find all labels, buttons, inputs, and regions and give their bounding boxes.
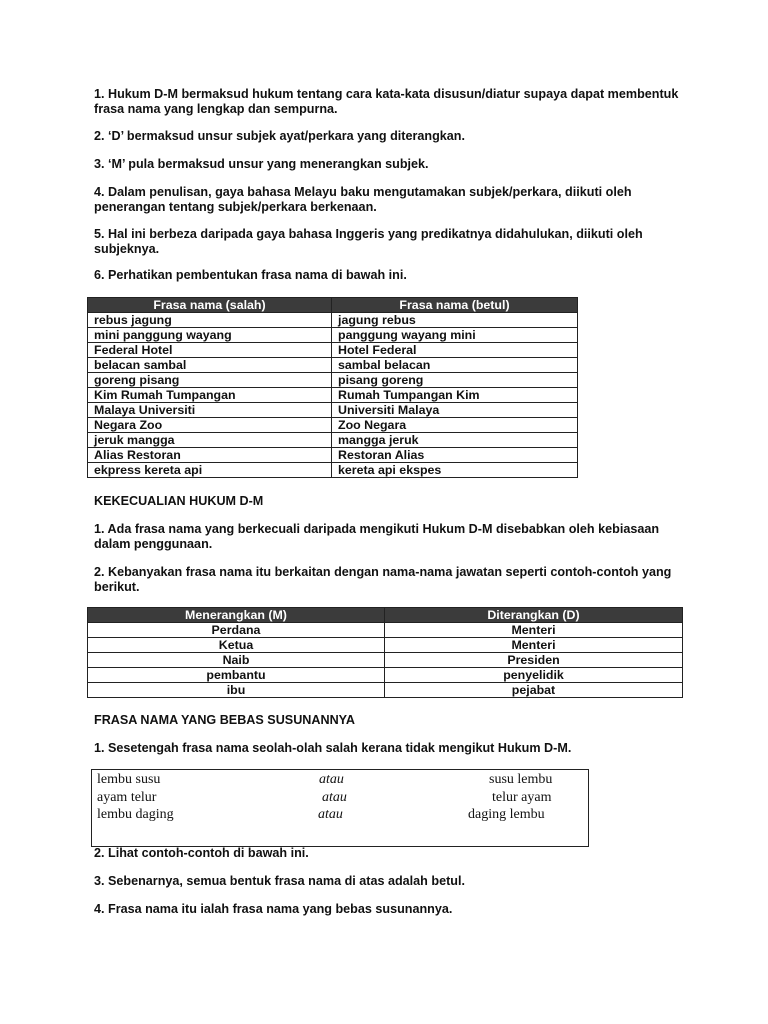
- table-row: [88, 328, 578, 343]
- table-row: [88, 668, 683, 683]
- column-header: Menerangkan (M): [88, 608, 385, 623]
- intro-point-6: 6. Perhatikan pembentukan frasa nama di bawah ini.: [94, 268, 407, 282]
- table-cell: Kim Rumah Tumpangan: [88, 388, 332, 403]
- table-cell: Rumah Tumpangan Kim: [332, 388, 578, 403]
- table-cell: Naib: [88, 653, 385, 668]
- example-left: ayam telur: [97, 790, 157, 805]
- table-row: [88, 653, 683, 668]
- table-cell: kereta api ekspes: [332, 463, 578, 478]
- table-cell: Ketua: [88, 638, 385, 653]
- intro-point-1: 1. Hukum D-M bermaksud hukum tentang cara kata-kata disusun/diatur supaya dapat membentuk frasa nama yang lengkap dan sempurna.: [94, 87, 679, 116]
- table-cell: pembantu: [88, 668, 385, 683]
- table-cell: Hotel Federal: [332, 343, 578, 358]
- table-row: [88, 433, 578, 448]
- intro-point-2: 2. ‘D’ bermaksud unsur subjek ayat/perkara yang diterangkan.: [94, 129, 465, 143]
- table-row: [88, 463, 578, 478]
- column-header: Diterangkan (D): [385, 608, 683, 623]
- table-row: [88, 638, 683, 653]
- bebas-point-2: 2. Lihat contoh-contoh di bawah ini.: [94, 846, 309, 860]
- table-header-row: [88, 298, 578, 313]
- intro-point-5: 5. Hal ini berbeza daripada gaya bahasa Inggeris yang predikatnya didahulukan, diikuti oleh subjeknya.: [94, 227, 643, 256]
- table-cell: belacan sambal: [88, 358, 332, 373]
- table-cell: Malaya Universiti: [88, 403, 332, 418]
- table-header-row: [88, 608, 683, 623]
- example-row: [92, 789, 588, 807]
- bebas-point-1: 1. Sesetengah frasa nama seolah-olah salah kerana tidak mengikut Hukum D-M.: [94, 741, 572, 755]
- table-cell: Menteri: [385, 638, 683, 653]
- table-cell: pisang goreng: [332, 373, 578, 388]
- frasa-nama-table: [87, 297, 578, 478]
- table-row: [88, 388, 578, 403]
- example-left: lembu daging: [97, 807, 174, 822]
- example-connector: atau: [318, 807, 343, 822]
- column-header: Frasa nama (betul): [332, 298, 578, 313]
- table-row: [88, 418, 578, 433]
- table-cell: pejabat: [385, 683, 683, 698]
- kekecualian-point-1: 1. Ada frasa nama yang berkecuali daripada mengikuti Hukum D-M disebabkan oleh kebiasaan dalam penggunaan.: [94, 522, 660, 551]
- table-cell: Restoran Alias: [332, 448, 578, 463]
- example-right: daging lembu: [468, 807, 545, 822]
- table-cell: ibu: [88, 683, 385, 698]
- example-left: lembu susu: [97, 772, 161, 787]
- table-row: [88, 683, 683, 698]
- table-cell: penyelidik: [385, 668, 683, 683]
- bebas-point-3: 3. Sebenarnya, semua bentuk frasa nama di atas adalah betul.: [94, 874, 465, 888]
- table-row: [88, 313, 578, 328]
- table-row: [88, 623, 683, 638]
- table-cell: sambal belacan: [332, 358, 578, 373]
- table-cell: ekpress kereta api: [88, 463, 332, 478]
- table-cell: rebus jagung: [88, 313, 332, 328]
- bebas-point-4: 4. Frasa nama itu ialah frasa nama yang bebas susunannya.: [94, 902, 453, 916]
- table-cell: Federal Hotel: [88, 343, 332, 358]
- column-header: Frasa nama (salah): [88, 298, 332, 313]
- table-cell: Alias Restoran: [88, 448, 332, 463]
- example-connector: atau: [322, 790, 347, 805]
- table-cell: Perdana: [88, 623, 385, 638]
- example-right: telur ayam: [492, 790, 552, 805]
- table-row: [88, 373, 578, 388]
- jawatan-table: [87, 607, 683, 698]
- table-cell: jeruk mangga: [88, 433, 332, 448]
- kekecualian-point-2: 2. Kebanyakan frasa nama itu berkaitan dengan nama-nama jawatan seperti contoh-contoh yang berikut.: [94, 565, 672, 594]
- table-row: [88, 343, 578, 358]
- intro-point-4: 4. Dalam penulisan, gaya bahasa Melayu baku mengutamakan subjek/perkara, diikuti oleh penerangan tentang subjek/perkara berkenaan.: [94, 185, 632, 214]
- example-row: [92, 806, 588, 824]
- table-cell: mini panggung wayang: [88, 328, 332, 343]
- table-cell: Presiden: [385, 653, 683, 668]
- section-heading-bebas: FRASA NAMA YANG BEBAS SUSUNANNYA: [94, 713, 356, 727]
- table-row: [88, 403, 578, 418]
- table-cell: Universiti Malaya: [332, 403, 578, 418]
- table-cell: mangga jeruk: [332, 433, 578, 448]
- example-row: [92, 771, 588, 789]
- table-cell: goreng pisang: [88, 373, 332, 388]
- table-row: [88, 358, 578, 373]
- table-cell: Zoo Negara: [332, 418, 578, 433]
- table-cell: Menteri: [385, 623, 683, 638]
- table-row: [88, 448, 578, 463]
- table-cell: jagung rebus: [332, 313, 578, 328]
- example-box: [91, 769, 589, 847]
- table-cell: Negara Zoo: [88, 418, 332, 433]
- section-heading-kekecualian: KEKECUALIAN HUKUM D-M: [94, 494, 264, 508]
- table-cell: panggung wayang mini: [332, 328, 578, 343]
- example-connector: atau: [319, 772, 344, 787]
- example-right: susu lembu: [489, 772, 553, 787]
- intro-point-3: 3. ‘M’ pula bermaksud unsur yang menerangkan subjek.: [94, 157, 429, 171]
